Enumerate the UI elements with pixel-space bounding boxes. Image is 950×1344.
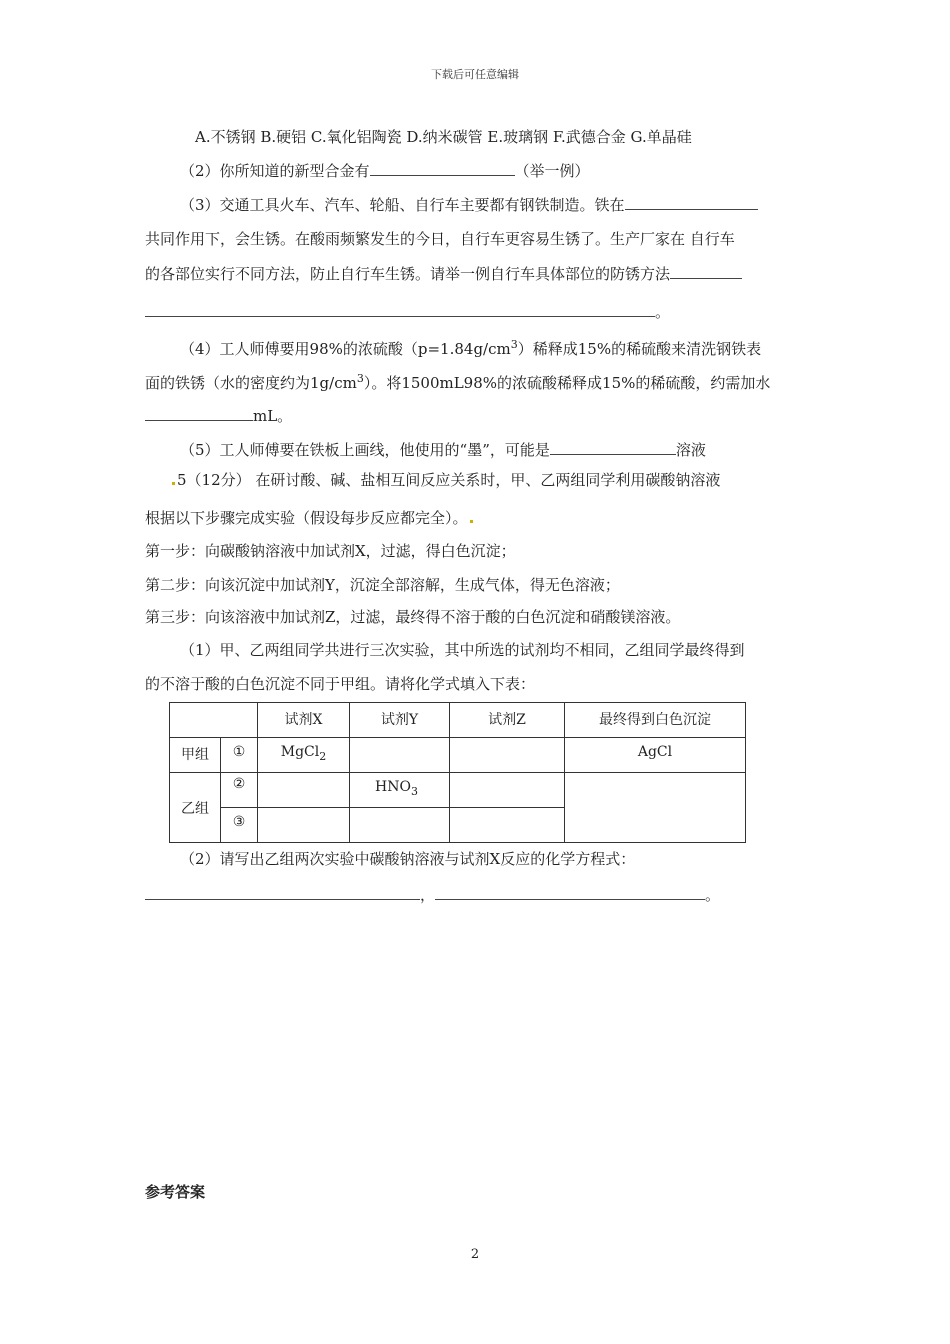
step-1: 第一步：向碳酸钠溶液中加试剂X，过滤，得白色沉淀；	[145, 542, 516, 560]
question-3-line-3	[145, 264, 742, 284]
header-reagent-y: 试剂Y	[350, 703, 450, 738]
table-row	[170, 773, 746, 808]
table-header-row	[170, 703, 746, 738]
results-table	[169, 702, 746, 843]
equation-blank-2[interactable]	[435, 885, 705, 900]
problem-5-text-1: 5（12分） 在研讨酸、碱、盐相互间反应关系时，甲、乙两组同学利用碳酸钠溶液	[177, 471, 721, 489]
question-2	[180, 161, 590, 181]
question-4-line-2	[145, 369, 770, 393]
options-line: A.不锈钢 B.硬铝 C.氧化铝陶瓷 D.纳米碳管 E.玻璃钢 F.武德合金 G.单晶硅	[195, 128, 692, 146]
table-corner-cell	[170, 703, 258, 738]
cell-r2-z[interactable]	[450, 773, 565, 808]
q5-suffix: 溶液	[675, 441, 706, 459]
q2-answer-blank[interactable]	[370, 161, 515, 176]
problem-5-line-1	[170, 470, 720, 490]
step-2: 第二步：向该沉淀中加试剂Y，沉淀全部溶解，生成气体，得无色溶液；	[145, 576, 620, 594]
p5-q1-line-2: 的不溶于酸的白色沉淀不同于甲组。请将化学式填入下表：	[145, 675, 536, 693]
step-3: 第三步：向该溶液中加试剂Z，过滤，最终得不溶于酸的白色沉淀和硝酸镁溶液。	[145, 608, 681, 626]
question-4-line-1	[180, 335, 761, 359]
equation-end: 。	[705, 886, 721, 904]
cell-r1-y[interactable]	[350, 738, 450, 773]
question-3-line-4	[145, 302, 670, 322]
p5-q1-line-1: （1）甲、乙两组同学共进行三次实验，其中所选的试剂均不相同，乙组同学最终得到	[180, 641, 745, 659]
q2-text: （2）你所知道的新型合金有	[180, 162, 370, 180]
header-reagent-x: 试剂X	[258, 703, 350, 738]
cell-yi-result[interactable]	[565, 773, 746, 843]
equation-separator: ，	[420, 886, 436, 904]
cell-r1-z[interactable]	[450, 738, 565, 773]
q4-text-2b: ）。将1500mL98%的浓硫酸稀释成15%的稀硫酸，约需加水	[363, 374, 771, 392]
header-final-precipitate: 最终得到白色沉淀	[565, 703, 746, 738]
row-number-3: ③	[221, 808, 258, 843]
q3-end: 。	[655, 303, 671, 321]
p5-q2-line-2	[145, 885, 720, 905]
equation-blank-1[interactable]	[145, 885, 420, 900]
question-5	[180, 440, 706, 460]
cell-r1-x[interactable]: MgCl$_2$	[258, 738, 350, 773]
q4-sup-1: 3	[510, 338, 518, 351]
q4-sup-2: 3	[356, 372, 364, 385]
problem-5-line-2	[145, 508, 475, 528]
q5-text: （5）工人师傅要在铁板上画线，他使用的“墨”，可能是	[180, 441, 550, 459]
group-yi-label: 乙组	[170, 773, 221, 843]
answer-heading: 参考答案	[145, 1183, 206, 1201]
group-jia-label: 甲组	[170, 738, 221, 773]
cell-r3-y[interactable]	[350, 808, 450, 843]
q3-text-3: 的各部位实行不同方法，防止自行车生锈。请举一例自行车具体部位的防锈方法	[145, 265, 671, 283]
q3-blank-2[interactable]	[670, 264, 742, 279]
header-reagent-z: 试剂Z	[450, 703, 565, 738]
problem-5-text-2: 根据以下步骤完成实验（假设每步反应都完全）。	[145, 509, 468, 527]
q4-unit: mL。	[253, 407, 293, 425]
q3-text-1: （3）交通工具火车、汽车、轮船、自行车主要都有钢铁制造。铁在	[180, 196, 625, 214]
q3-blank-1[interactable]	[625, 195, 758, 210]
q5-answer-blank[interactable]	[550, 440, 676, 455]
q4-text-2a: 面的铁锈（水的密度约为1g/cm	[145, 374, 357, 392]
page-header: 下载后可任意编辑	[431, 68, 519, 81]
table-row	[170, 738, 746, 773]
marker-dot	[172, 482, 175, 485]
q3-blank-3[interactable]	[145, 302, 655, 317]
marker-dot	[470, 520, 473, 523]
q4-text-1a: （4）工人师傅要用98%的浓硫酸（p=1.84g/cm	[180, 340, 511, 358]
q2-suffix: （举一例）	[514, 162, 590, 180]
question-3-line-1	[180, 195, 758, 215]
question-3-line-2: 共同作用下，会生锈。在酸雨频繁发生的今日，自行车更容易生锈了。生产厂家在 自行车	[145, 230, 735, 248]
cell-r2-x[interactable]	[258, 773, 350, 808]
cell-r2-y[interactable]: $HNO_3$	[350, 773, 450, 808]
question-4-line-3	[145, 406, 292, 426]
q4-text-1b: ）稀释成15%的稀硫酸来清洗钢铁表	[517, 340, 762, 358]
p5-q2-line-1: （2）请写出乙组两次实验中碳酸钠溶液与试剂X反应的化学方程式：	[180, 850, 636, 868]
cell-r1-result[interactable]: AgCl	[565, 738, 746, 773]
cell-r3-z[interactable]	[450, 808, 565, 843]
page-number: 2	[470, 1247, 480, 1262]
cell-r3-x[interactable]	[258, 808, 350, 843]
row-number-2: ②	[221, 773, 258, 808]
q4-answer-blank[interactable]	[145, 406, 253, 421]
row-number-1: ①	[221, 738, 258, 773]
